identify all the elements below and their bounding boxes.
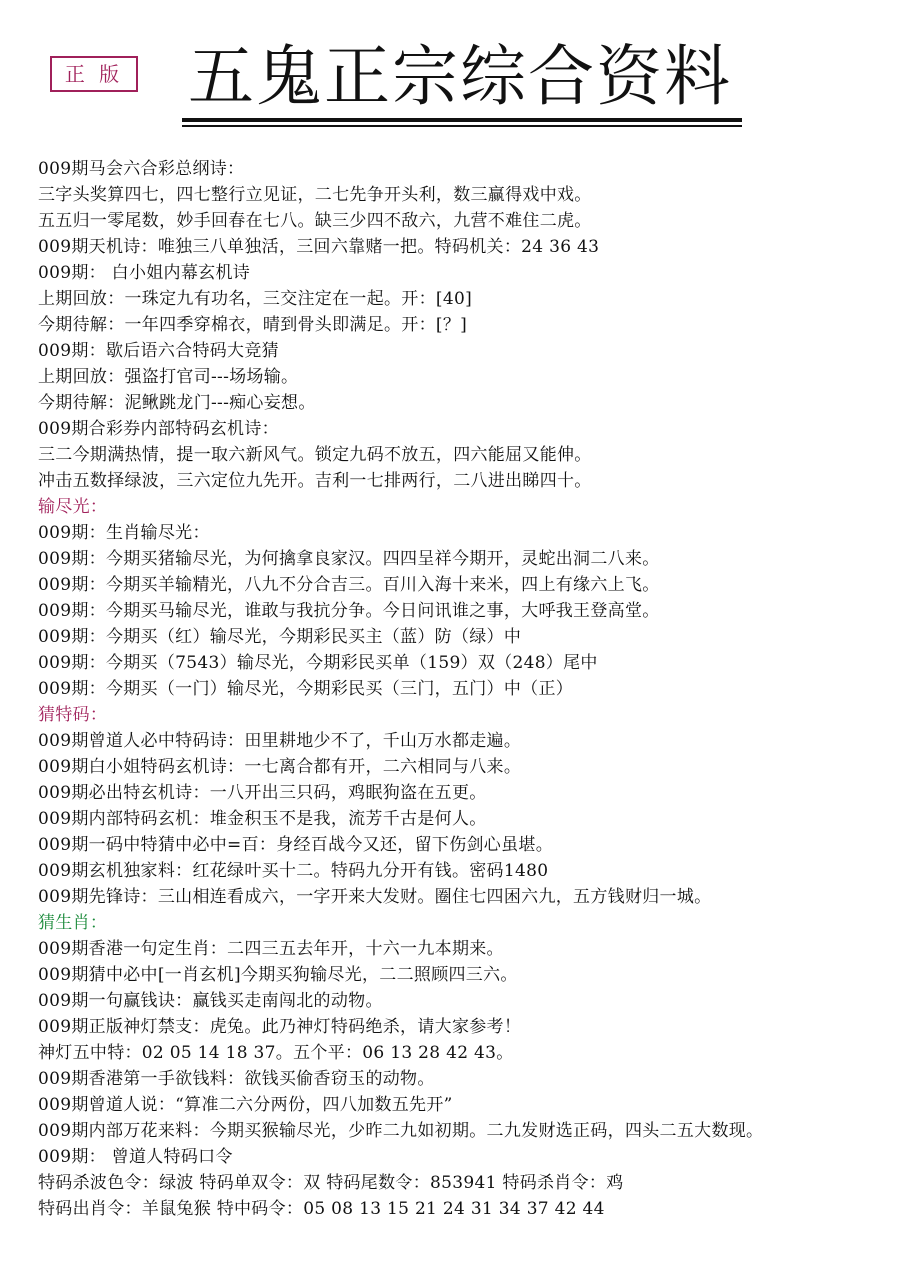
text-line: 009期：生肖输尽光： xyxy=(38,523,210,543)
text-line: 今期待解：泥鳅跳龙门---痴心妄想。 xyxy=(38,393,316,413)
text-line: 009期：今期买（红）输尽光，今期彩民买主（蓝）防（绿）中 xyxy=(38,627,522,647)
text-line: 009期：今期买（一门）输尽光，今期彩民买（三门，五门）中（正） xyxy=(38,679,574,699)
text-line: 神灯五中特：02 05 14 18 37。五个平：06 13 28 42 43。 xyxy=(38,1043,514,1063)
text-line: 009期： 曾道人特码口令 xyxy=(38,1147,233,1167)
text-line: 009期曾道人说：“算准二六分两份，四八加数五先开” xyxy=(38,1095,453,1115)
text-line: 009期：今期买（7543）输尽光，今期彩民买单（159）双（248）尾中 xyxy=(38,653,598,673)
text-line: 上期回放：一珠定九有功名，三交注定在一起。开：[40] xyxy=(38,289,472,309)
section-heading: 猜特码： xyxy=(38,705,108,725)
section-heading: 猜生肖： xyxy=(38,913,108,933)
text-line: 009期曾道人必中特码诗：田里耕地少不了，千山万水都走遍。 xyxy=(38,731,522,751)
text-line: 009期：今期买马输尽光，谁敢与我抗分争。今日问讯谁之事，大呼我王登高堂。 xyxy=(38,601,660,621)
text-line: 009期：今期买猪输尽光，为何擒拿良家汉。四四呈祥今期开，灵蛇出洞二八来。 xyxy=(38,549,660,569)
text-line: 009期天机诗：唯独三八单独活，三回六靠赌一把。特码机关：24 36 43 xyxy=(38,237,600,257)
title-underline-thin xyxy=(182,125,742,127)
text-line: 009期香港一句定生肖：二四三五去年开，十六一九本期来。 xyxy=(38,939,504,959)
text-line: 009期白小姐特码玄机诗：一七离合都有开，二六相同与八来。 xyxy=(38,757,522,777)
document-body xyxy=(38,156,888,1222)
text-line: 009期合彩券内部特码玄机诗： xyxy=(38,419,279,439)
text-line: 009期先锋诗：三山相连看成六，一字开来大发财。圈住七四困六九，五方钱财归一城。 xyxy=(38,887,712,907)
title-underline-thick xyxy=(182,118,742,122)
text-line: 009期猜中必中[一肖玄机]今期买狗输尽光，二二照顾四三六。 xyxy=(38,965,518,985)
text-line: 009期：今期买羊输精光，八九不分合吉三。百川入海十来米，四上有缘六上飞。 xyxy=(38,575,660,595)
text-line: 特码出肖令：羊鼠兔猴 特中码令：05 08 13 15 21 24 31 34 37 42 44 xyxy=(38,1199,605,1219)
text-line: 冲击五数择绿波，三六定位九先开。吉利一七排两行，二八进出睇四十。 xyxy=(38,471,592,491)
page-title: 五鬼正宗综合资料 xyxy=(188,38,732,115)
authentic-badge: 正 版 xyxy=(50,56,138,92)
section-heading: 输尽光： xyxy=(38,497,108,517)
text-line: 今期待解：一年四季穿棉衣，晴到骨头即满足。开：[？] xyxy=(38,315,468,335)
text-line: 特码杀波色令：绿波 特码单双令：双 特码尾数令：853941 特码杀肖令：鸡 xyxy=(38,1173,624,1193)
text-line: 009期内部特码玄机：堆金积玉不是我，流芳千古是何人。 xyxy=(38,809,487,829)
text-line: 009期必出特玄机诗：一八开出三只码，鸡眠狗盗在五更。 xyxy=(38,783,487,803)
text-line: 三字头奖算四七，四七整行立见证，二七先争开头利，数三赢得戏中戏。 xyxy=(38,185,592,205)
text-line: 009期正版神灯禁支：虎兔。此乃神灯特码绝杀，请大家参考！ xyxy=(38,1017,522,1037)
text-line: 009期：歇后语六合特码大竞猜 xyxy=(38,341,279,361)
text-line: 009期： 白小姐内幕玄机诗 xyxy=(38,263,251,283)
text-line: 上期回放：强盗打官司---场场输。 xyxy=(38,367,299,387)
text-line: 009期一码中特猜中必中=百：身经百战今又还，留下伤剑心虽堪。 xyxy=(38,835,553,855)
text-line: 009期一句赢钱诀：赢钱买走南闯北的动物。 xyxy=(38,991,383,1011)
text-line: 三二今期满热情，提一取六新风气。锁定九码不放五，四六能屈又能伸。 xyxy=(38,445,592,465)
text-line: 009期玄机独家料：红花绿叶买十二。特码九分开有钱。密码1480 xyxy=(38,861,549,881)
text-line: 009期马会六合彩总纲诗： xyxy=(38,159,245,179)
text-line: 五五归一零尾数，妙手回春在七八。缺三少四不敌六，九营不难住二虎。 xyxy=(38,211,592,231)
text-line: 009期香港第一手欲钱料：欲钱买偷香窃玉的动物。 xyxy=(38,1069,435,1089)
text-line: 009期内部万花来料：今期买猴输尽光，少昨二九如初期。二九发财选正码，四头二五大数现。 xyxy=(38,1121,764,1141)
